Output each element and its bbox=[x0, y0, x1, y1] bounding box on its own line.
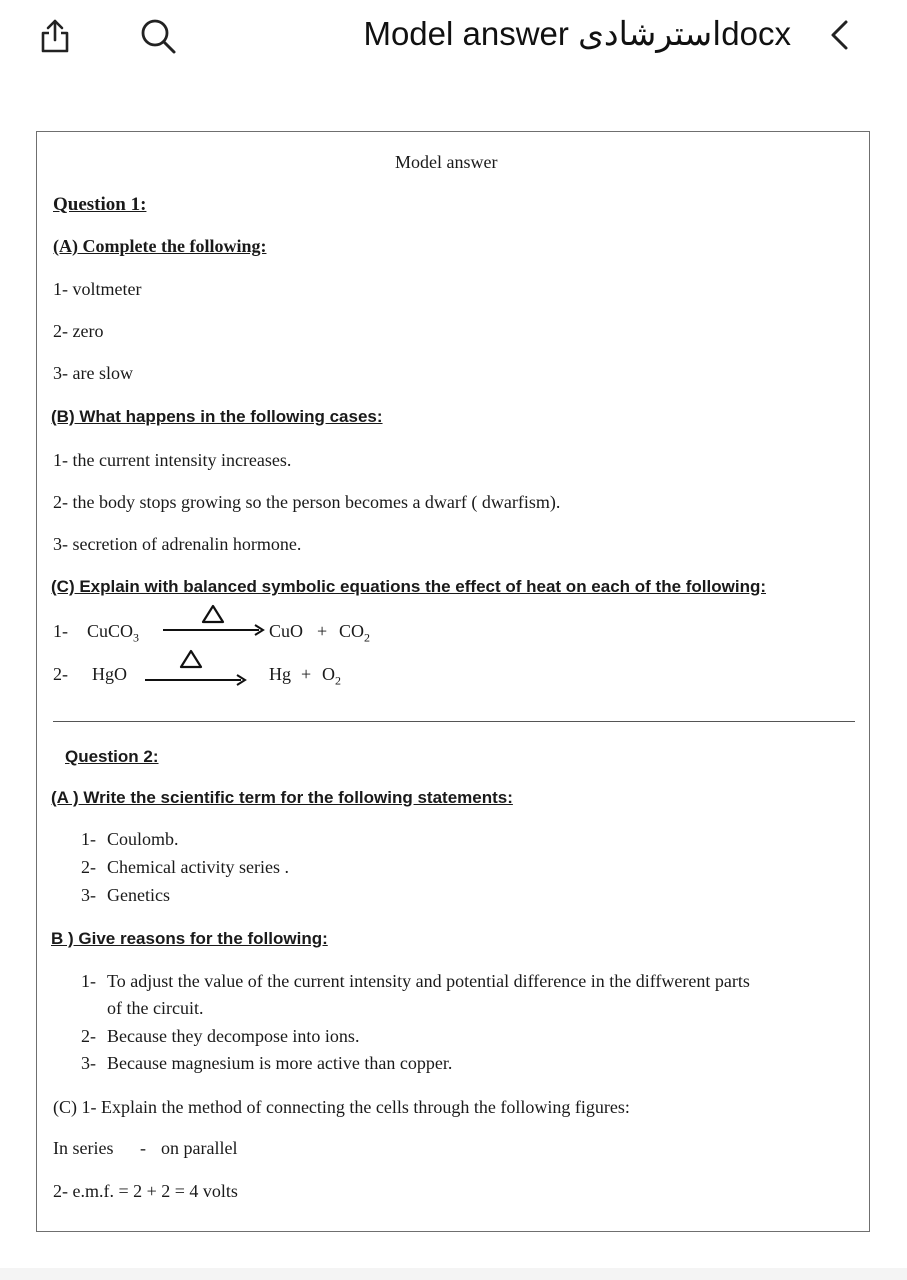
q1-a-item: 3- are slow bbox=[53, 363, 133, 383]
eq2-product-2: $O_2$ bbox=[322, 664, 341, 688]
search-icon[interactable] bbox=[138, 16, 178, 56]
q2-a-title: (A ) Write the scientific term for the following statements: bbox=[51, 788, 513, 807]
reaction-arrow-icon bbox=[145, 673, 249, 687]
eq1-number: 1- bbox=[53, 621, 68, 641]
q2-c-series: In series bbox=[53, 1138, 114, 1158]
heat-delta-icon bbox=[179, 649, 203, 669]
q1-a-title: (A) Complete the following: bbox=[53, 236, 267, 256]
back-chevron-icon[interactable] bbox=[826, 18, 854, 52]
eq1-product-1: CuO bbox=[269, 621, 304, 641]
q2-a-item: Chemical activity series . bbox=[107, 857, 289, 877]
q2-a-number: 3- bbox=[81, 885, 96, 905]
q2-a-item: Coulomb. bbox=[107, 829, 179, 849]
q1-a-item: 1- voltmeter bbox=[53, 279, 142, 299]
reaction-arrow-icon bbox=[163, 623, 267, 637]
page-heading: Model answer bbox=[395, 152, 498, 172]
q2-b-title: B ) Give reasons for the following: bbox=[51, 929, 328, 948]
eq2-product-1: Hg bbox=[269, 664, 291, 684]
eq1-plus: + bbox=[317, 621, 328, 641]
bottom-strip bbox=[0, 1268, 907, 1280]
q2-b-item: Because magnesium is more active than copper. bbox=[107, 1053, 453, 1073]
eq2-plus: + bbox=[301, 664, 312, 684]
q2-b-item: To adjust the value of the current intensity and potential difference in the diffwerent parts bbox=[107, 971, 750, 991]
q2-c-dash: - bbox=[140, 1138, 146, 1158]
q2-c-emf: 2- e.m.f. = 2 + 2 = 4 volts bbox=[53, 1181, 238, 1201]
document-page bbox=[36, 131, 870, 1232]
eq1-product-2: $CO_2$ bbox=[339, 621, 371, 645]
q1-a-item: 2- zero bbox=[53, 321, 104, 341]
q2-c-line: (C) 1- Explain the method of connecting the cells through the following figures: bbox=[53, 1097, 630, 1117]
eq2-reactant: HgO bbox=[92, 664, 127, 684]
app-bar bbox=[0, 0, 907, 72]
eq2-number: 2- bbox=[53, 664, 68, 684]
q2-b-item: Because they decompose into ions. bbox=[107, 1026, 360, 1046]
eq1-reactant: CuCO$_3$ bbox=[87, 621, 140, 645]
q1-title: Question 1: bbox=[53, 194, 147, 215]
q1-b-item: 3- secretion of adrenalin hormone. bbox=[53, 534, 302, 554]
q1-b-item: 2- the body stops growing so the person becomes a dwarf ( dwarfism). bbox=[53, 492, 561, 512]
q1-b-title: (B) What happens in the following cases: bbox=[51, 407, 383, 426]
q2-b-number: 1- bbox=[81, 971, 96, 991]
q2-a-number: 1- bbox=[81, 829, 96, 849]
q2-b-number: 2- bbox=[81, 1026, 96, 1046]
document-title: Model answer استرشادىdocx bbox=[363, 15, 791, 52]
share-icon[interactable] bbox=[40, 18, 70, 54]
q2-c-parallel: on parallel bbox=[161, 1138, 238, 1158]
q2-title: Question 2: bbox=[65, 747, 159, 766]
q2-b-item-continued: of the circuit. bbox=[107, 998, 204, 1018]
section-divider bbox=[53, 721, 855, 722]
q2-a-number: 2- bbox=[81, 857, 96, 877]
q2-b-number: 3- bbox=[81, 1053, 96, 1073]
q2-a-item: Genetics bbox=[107, 885, 170, 905]
q1-c-title: (C) Explain with balanced symbolic equations the effect of heat on each of the following: bbox=[51, 577, 767, 596]
q1-b-item: 1- the current intensity increases. bbox=[53, 450, 292, 470]
heat-delta-icon bbox=[201, 604, 225, 624]
